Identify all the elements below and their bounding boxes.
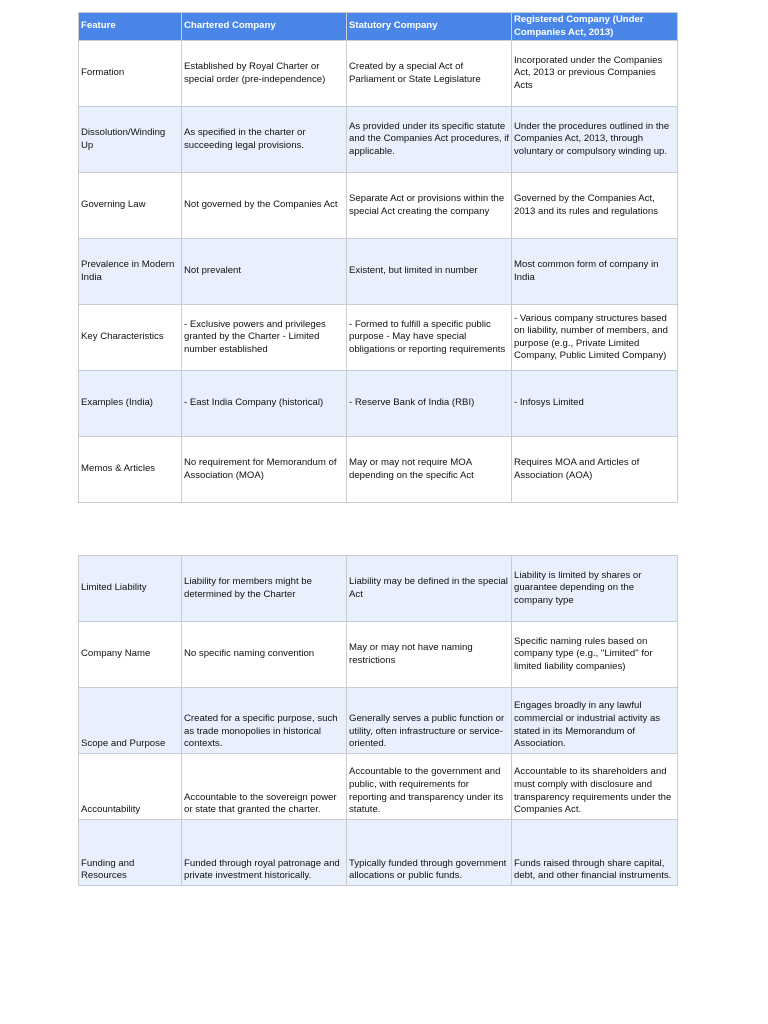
table-row	[79, 107, 678, 173]
chartered-cell: Not prevalent	[182, 239, 347, 305]
statutory-cell: Created by a special Act of Parliament or State Legislature	[347, 41, 512, 107]
chartered-cell: Created for a specific purpose, such as trade monopolies in historical contexts.	[182, 688, 347, 754]
chartered-cell: - East India Company (historical)	[182, 371, 347, 437]
chartered-cell: Liability for members might be determined by the Charter	[182, 556, 347, 622]
table-header-row	[79, 13, 678, 41]
registered-cell: Engages broadly in any lawful commercial or industrial activity as stated in its Memorandum of Association.	[512, 688, 678, 754]
registered-cell: Specific naming rules based on company type (e.g., "Limited" for limited liability companies)	[512, 622, 678, 688]
table-row	[79, 688, 678, 754]
chartered-cell: No requirement for Memorandum of Association (MOA)	[182, 437, 347, 503]
chartered-cell: No specific naming convention	[182, 622, 347, 688]
table-row	[79, 173, 678, 239]
statutory-cell: Separate Act or provisions within the special Act creating the company	[347, 173, 512, 239]
feature-cell: Examples (India)	[79, 371, 182, 437]
statutory-cell: Existent, but limited in number	[347, 239, 512, 305]
feature-cell: Scope and Purpose	[79, 688, 182, 754]
table-row	[79, 41, 678, 107]
table-row	[79, 754, 678, 820]
table-row	[79, 305, 678, 371]
comparison-table-part-1	[78, 12, 678, 503]
chartered-cell: Not governed by the Companies Act	[182, 173, 347, 239]
registered-cell: Funds raised through share capital, debt, and other financial instruments.	[512, 820, 678, 886]
statutory-cell: May or may not require MOA depending on the specific Act	[347, 437, 512, 503]
table-row	[79, 437, 678, 503]
registered-cell: Requires MOA and Articles of Association (AOA)	[512, 437, 678, 503]
statutory-cell: Liability may be defined in the special Act	[347, 556, 512, 622]
feature-cell: Limited Liability	[79, 556, 182, 622]
table-row	[79, 239, 678, 305]
table-row	[79, 622, 678, 688]
registered-cell: Accountable to its shareholders and must comply with disclosure and transparency requirements under the Companies Act.	[512, 754, 678, 820]
feature-cell: Governing Law	[79, 173, 182, 239]
chartered-cell: Funded through royal patronage and private investment historically.	[182, 820, 347, 886]
header-statutory-company: Statutory Company	[347, 13, 512, 41]
header-registered-company: Registered Company (Under Companies Act, 2013)	[512, 13, 678, 41]
table-row	[79, 371, 678, 437]
header-feature: Feature	[79, 13, 182, 41]
registered-cell: Liability is limited by shares or guarantee depending on the company type	[512, 556, 678, 622]
feature-cell: Key Characteristics	[79, 305, 182, 371]
registered-cell: Incorporated under the Companies Act, 2013 or previous Companies Acts	[512, 41, 678, 107]
header-chartered-company: Chartered Company	[182, 13, 347, 41]
statutory-cell: As provided under its specific statute and the Companies Act procedures, if applicable.	[347, 107, 512, 173]
chartered-cell: Established by Royal Charter or special order (pre-independence)	[182, 41, 347, 107]
table-row	[79, 556, 678, 622]
statutory-cell: Generally serves a public function or utility, often infrastructure or service-oriented.	[347, 688, 512, 754]
registered-cell: Governed by the Companies Act, 2013 and its rules and regulations	[512, 173, 678, 239]
statutory-cell: - Reserve Bank of India (RBI)	[347, 371, 512, 437]
feature-cell: Funding and Resources	[79, 820, 182, 886]
registered-cell: - Various company structures based on liability, number of members, and purpose (e.g., Private Limited Company, Public Limited Company)	[512, 305, 678, 371]
statutory-cell: Accountable to the government and public, with requirements for reporting and transparency under its statute.	[347, 754, 512, 820]
feature-cell: Prevalence in Modern India	[79, 239, 182, 305]
statutory-cell: Typically funded through government allocations or public funds.	[347, 820, 512, 886]
feature-cell: Company Name	[79, 622, 182, 688]
feature-cell: Dissolution/Winding Up	[79, 107, 182, 173]
feature-cell: Accountability	[79, 754, 182, 820]
statutory-cell: - Formed to fulfill a specific public purpose - May have special obligations or reporting requirements	[347, 305, 512, 371]
chartered-cell: Accountable to the sovereign power or state that granted the charter.	[182, 754, 347, 820]
table-row	[79, 820, 678, 886]
chartered-cell: - Exclusive powers and privileges granted by the Charter - Limited number established	[182, 305, 347, 371]
chartered-cell: As specified in the charter or succeeding legal provisions.	[182, 107, 347, 173]
registered-cell: Under the procedures outlined in the Companies Act, 2013, through voluntary or compulsory winding up.	[512, 107, 678, 173]
feature-cell: Formation	[79, 41, 182, 107]
statutory-cell: May or may not have naming restrictions	[347, 622, 512, 688]
registered-cell: - Infosys Limited	[512, 371, 678, 437]
comparison-table-part-2	[78, 555, 678, 886]
registered-cell: Most common form of company in India	[512, 239, 678, 305]
feature-cell: Memos & Articles	[79, 437, 182, 503]
